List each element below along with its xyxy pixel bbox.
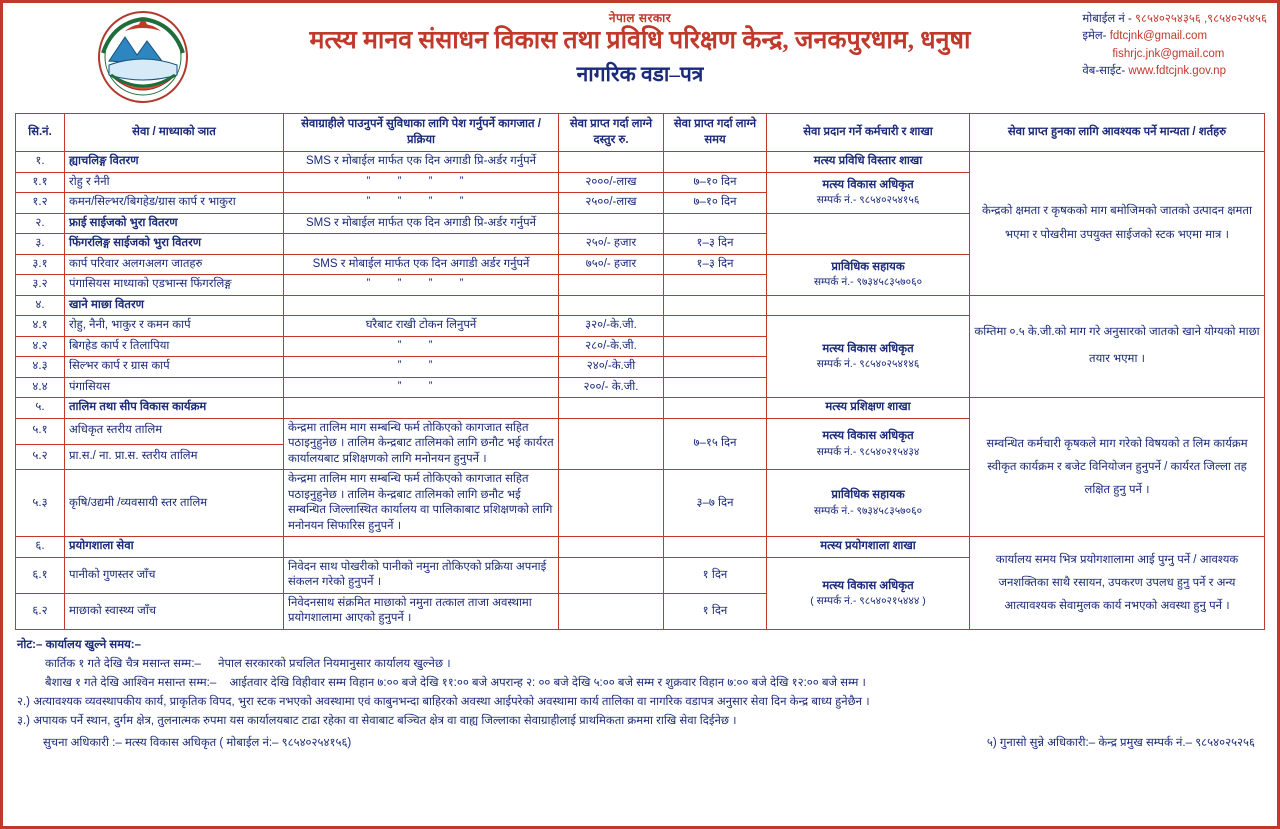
row-fee: ७५०/- हजार [559,254,664,275]
row-sn: १. [16,152,65,173]
row-time [664,357,767,378]
email-line-2 [1082,46,1267,63]
row-sn: २. [16,213,65,234]
row-procedure: ” ” ” ” [284,172,559,193]
row-procedure: ” ” [284,357,559,378]
row-fee: २५००/-लाख [559,193,664,214]
email-value-1[interactable]: fdtcjnk@gmail.com [1109,30,1208,43]
row-service: फिंगरलिङ्ग साईजको भुरा वितरण [65,234,284,255]
staff-contact: सम्पर्क नं.- ९७३४५८३५७०६० [813,276,923,289]
row-time [664,398,767,419]
row-procedure: SMS र मोबाईल मार्फत एक दिन अगाडी प्रि-अर्डर गर्नुपर्ने [284,152,559,173]
row-fee [559,557,664,593]
note-office-hours-summer [17,674,1263,693]
row-procedure [284,234,559,255]
row-requirement: कम्तिमा ०.५ के.जी.को माग गरे अनुसारको जातको खाने योग्यको माछा तयार भएमा । [970,295,1265,398]
row-time [664,537,767,558]
row-sn: ५.१ [16,418,65,444]
row-time: ७–१० दिन [664,193,767,214]
row-time [664,152,767,173]
grievance-officer: ५) गुनासो सुन्ने अधिकारी:– केन्द्र प्रमुख सम्पर्क नं.– ९८५४०२५२५६ [986,736,1255,749]
staff-contact: सम्पर्क नं.- ९७३४५८३५७०६० [813,504,923,517]
row-sn: ४.३ [16,357,65,378]
row-service: फ्राई साईजको भुरा वितरण [65,213,284,234]
email-value-2[interactable]: fishrjc.jnk@gmail.com [1112,47,1225,60]
notes-section [3,630,1277,731]
staff-contact: सम्पर्क नं.- ९८५४०२१५४३४ [816,445,920,458]
staff-block [767,316,970,398]
mobile-value: ९८५४०२५४३५६ ,९८५४०२५४५६ [1135,13,1267,25]
col-service: सेवा / माध्याको ञात [65,114,284,152]
note-2: २.) अत्यावश्यक व्यवस्थापकीय कार्य, प्राकृतिक विपद, भुरा स्टक नभएको अवस्थामा एवं काबुनभन्दा बाहिरको अवस्था आईपरेको अवस्थामा कार्य तालिका वा नागरिक वडापत्र अनुसार सेवा दिन केन्द्र बाध्य हुनेछैन । [17,695,870,708]
row-fee [559,295,664,316]
row-fee: २०००/-लाख [559,172,664,193]
row-procedure: केन्द्रमा तालिम माग सम्बन्धि फर्म तोकिएको कागजात सहित पठाइनुहुनेछ । तालिम केन्द्रबाट तालिमको लागि छनौट भई सम्बन्धित जिल्लास्थित कार्यालय वा पालिकाबाट प्रशिक्षणको लागि मनोनयन सिफारिस हुनुपर्ने । [284,470,559,537]
row-procedure: SMS र मोबाईल मार्फत एक दिन अगाडी प्रि-अर्डर गर्नुपर्ने [284,213,559,234]
row-service: पंगासियस माध्याको एडभान्स फिंगरलिङ्ग [65,275,284,296]
row-procedure: ” ” [284,336,559,357]
col-procedure: सेवाग्राहीले पाउनुपर्ने सुविधाका लागि पेश गर्नुपर्ने कागजात / प्रक्रिया [284,114,559,152]
table-row [16,152,1265,173]
website-label: वेब-साईट- [1082,64,1126,77]
row-time: १ दिन [664,593,767,629]
row-time [664,295,767,316]
row-sn: ४. [16,295,65,316]
note-office-hours-winter [17,655,1263,674]
charter-table-wrapper [3,113,1277,630]
row-service: कार्प परिवार अलगअलग जातहरु [65,254,284,275]
row-procedure: निवेदनसाथ संक्रमित माछाको नमुना तत्काल ताजा अवस्थामा प्रयोगशालामा आएको हुनुपर्ने । [284,593,559,629]
note-3: ३.) अपायक पर्ने स्थान, दुर्गम क्षेत्र, तुलनात्मक रुपमा यस कार्यालयबाट टाढा रहेका वा सेवाबाट बञ्चित क्षेत्र वा वाह्य जिल्लाका सेवाग्राहीलाई प्राथमिकता क्रममा राखि सेवा दिईनेछ । [17,714,737,727]
row-procedure: घरैबाट राखी टोकन लिनुपर्ने [284,316,559,337]
row-fee [559,275,664,296]
staff-title: मत्स्य विकास अधिकृत [822,178,914,191]
row-sn: ४.४ [16,377,65,398]
row-staff-section: मत्स्य प्रशिक्षण शाखा [767,398,970,419]
row-requirement: सम्वन्धित कर्मचारी कृषकले माग गरेको विषयको त लिम कार्यक्रम स्वीकृत कार्यक्रम र बजेट विनियोजन हुनुपर्ने / कार्यरत जिल्ला तह लक्षित हुनु पर्ने । [970,398,1265,537]
row-sn: ५.३ [16,470,65,537]
row-procedure: ” ” ” ” [284,275,559,296]
row-time [664,316,767,337]
row-service: अधिकृत स्तरीय तालिम [65,418,284,444]
mobile-line [1082,11,1267,28]
row-time: ७–१५ दिन [664,418,767,470]
row-time: ७–१० दिन [664,172,767,193]
row-sn: ४.१ [16,316,65,337]
col-time: सेवा प्राप्त गर्दा लाग्ने समय [664,114,767,152]
row-service: कृषि/उद्यमी /व्यवसायी स्तर तालिम [65,470,284,537]
row-time [664,336,767,357]
staff-title: मत्स्य विकास अधिकृत [822,579,914,592]
email-line-1 [1082,28,1267,45]
row-sn: १.२ [16,193,65,214]
staff-title: प्राविधिक सहायक [831,489,905,502]
row-time [664,377,767,398]
row-sn: ५.२ [16,444,65,470]
row-service: सिल्भर कार्प र ग्रास कार्प [65,357,284,378]
row-service: पंगासियस [65,377,284,398]
row-sn: ३.१ [16,254,65,275]
winter-text: नेपाल सरकारको प्रचलित नियमानुसार कार्यालय खुल्नेछ । [218,657,451,670]
table-header-row [16,114,1265,152]
summer-label: बैशाख १ गते देखि आश्विन मसान्त सम्म:– [45,676,217,689]
row-service: पानीको गुणस्तर जाँच [65,557,284,593]
row-procedure: निवेदन साथ पोखरीको पानीको नमुना तोकिएको प्रक्रिया अपनाई संकलन गरेको हुनुपर्ने । [284,557,559,593]
information-officer: सुचना अधिकारी :– मत्स्य विकास अधिकृत ( मोबाईल नं:– ९८५४०२५४१५६) [43,736,352,749]
row-fee [559,398,664,419]
nepal-emblem-icon [95,9,191,105]
row-sn: ४.२ [16,336,65,357]
row-service: खाने माछा वितरण [65,295,284,316]
row-fee [559,213,664,234]
row-fee [559,152,664,173]
office-name: मत्स्य मानव संसाधन विकास तथा प्रविधि परिक्षण केन्द्र, जनकपुरधाम, धनुषा [309,27,971,54]
summer-text: आईतवार देखि विहीवार सम्म विहान ७:०० बजे देखि ११:०० बजे अपरान्ह २: ०० बजे देखि ५:०० बजे सम्म र शुक्रवार विहान ७:०० बजे देखि १२:०० बजे सम्म । [229,676,866,689]
row-service: माछाको स्वास्थ्य जाँच [65,593,284,629]
row-procedure: ” ” [284,377,559,398]
row-staff-section: मत्स्य प्रविधि विस्तार शाखा [767,152,970,173]
charter-table [15,113,1265,630]
row-sn: ६.२ [16,593,65,629]
row-requirement: केन्द्रको क्षमता र कृषकको माग बमोजिमको जातको उत्पादन क्षमता भएमा र पोखरीमा उपयुक्त साईजको स्टक भएमा मात्र । [970,152,1265,296]
row-procedure [284,537,559,558]
staff-contact: सम्पर्क नं.- ९८५४०२५४१४६ [816,358,920,371]
row-service: प्रा.स./ ना. प्रा.स. स्तरीय तालिम [65,444,284,470]
winter-label: कार्तिक १ गते देखि चैत्र मसान्त सम्म:– [45,657,201,670]
row-time: १ दिन [664,557,767,593]
row-sn: ३.२ [16,275,65,296]
notes-title: नोट:– कार्यालय खुल्ने समय:– [17,638,141,651]
col-requirement: सेवा प्राप्त हुनका लागि आवश्यक पर्ने मान्यता / शर्तहरु [970,114,1265,152]
row-sn: १.१ [16,172,65,193]
row-time: १–३ दिन [664,254,767,275]
staff-block [767,213,970,254]
mobile-label: मोबाईल नं - [1082,13,1132,25]
staff-title: मत्स्य विकास अधिकृत [822,430,914,443]
row-time [664,275,767,296]
website-line [1082,63,1267,80]
row-fee [559,418,664,470]
row-procedure [284,398,559,419]
staff-block [767,172,970,213]
col-staff: सेवा प्रदान गर्ने कर्मचारी र शाखा [767,114,970,152]
row-time: १–३ दिन [664,234,767,255]
row-sn: ३. [16,234,65,255]
header-center [13,7,1267,88]
col-fee: सेवा प्राप्त गर्दा लाग्ने दस्तुर रु. [559,114,664,152]
row-fee: २४०/-के.जी [559,357,664,378]
staff-block [767,557,970,629]
row-procedure: ” ” ” ” [284,193,559,214]
row-sn: ५. [16,398,65,419]
row-fee [559,537,664,558]
row-procedure: केन्द्रमा तालिम माग सम्बन्धि फर्म तोकिएको कागजात सहित पठाइनुहुनेछ । तालिम केन्द्रबाट तालिमको लागि छनौट भई कार्यरत कार्यालयबाट प्रशिक्षणको लागि मनोनयन हुनुपर्ने । [284,418,559,470]
row-procedure: SMS र मोबाईल मार्फत एक दिन अगाडी अर्डर गर्नुपर्ने [284,254,559,275]
row-service: प्रयोगशाला सेवा [65,537,284,558]
staff-contact: सम्पर्क नं.- ९८५४०२५४१५६ [816,194,920,207]
row-service: कमन/सिल्भर/बिगहेड/ग्रास कार्प र भाकुरा [65,193,284,214]
row-fee: ३२०/-के.जी. [559,316,664,337]
row-service: तालिम तथा सीप विकास कार्यक्रम [65,398,284,419]
col-sn: सि.नं. [16,114,65,152]
staff-block [767,418,970,470]
staff-title: मत्स्य विकास अधिकृत [822,342,914,355]
row-fee [559,470,664,537]
row-service: बिगहेड कार्प र तिलापिया [65,336,284,357]
email-label: इमेल- [1082,30,1107,43]
row-fee: २५०/- हजार [559,234,664,255]
table-row [16,398,1265,419]
row-staff [767,295,970,316]
row-staff-section: मत्स्य प्रयोगशाला शाखा [767,537,970,558]
footer [3,731,1277,750]
document-header [3,3,1277,113]
contact-block [1082,11,1267,80]
website-value[interactable]: www.fdtcjnk.gov.np [1128,64,1226,77]
table-row [16,295,1265,316]
row-service: रोहु, नैनी, भाकुर र कमन कार्प [65,316,284,337]
staff-block [767,470,970,537]
row-fee: २८०/-के.जी. [559,336,664,357]
row-time: ३–७ दिन [664,470,767,537]
row-service: ह्याचलिङ्ग वितरण [65,152,284,173]
row-fee: २००/- के.जी. [559,377,664,398]
staff-block [767,254,970,295]
row-sn: ६. [16,537,65,558]
row-time [664,213,767,234]
staff-title: प्राविधिक सहायक [831,260,905,273]
row-fee [559,593,664,629]
staff-contact: ( सम्पर्क नं.- ९८५४०२१५४४४ ) [810,595,926,608]
row-requirement: कार्यालय समय भित्र प्रयोगशालामा आई पुग्नु पर्ने / आवश्यक जनशक्तिका साथै रसायन, उपकरण उपलध हुनु पर्ने र अन्य आत्यावश्यक सेवामुलक कार्य नभएको अवस्था हुनु पर्ने । [970,537,1265,630]
page-title: नागरिक वडा–पत्र [576,61,704,86]
table-row [16,537,1265,558]
row-service: रोहु र नैनी [65,172,284,193]
row-procedure [284,295,559,316]
government-line: नेपाल सरकार [608,11,672,25]
row-sn: ६.१ [16,557,65,593]
